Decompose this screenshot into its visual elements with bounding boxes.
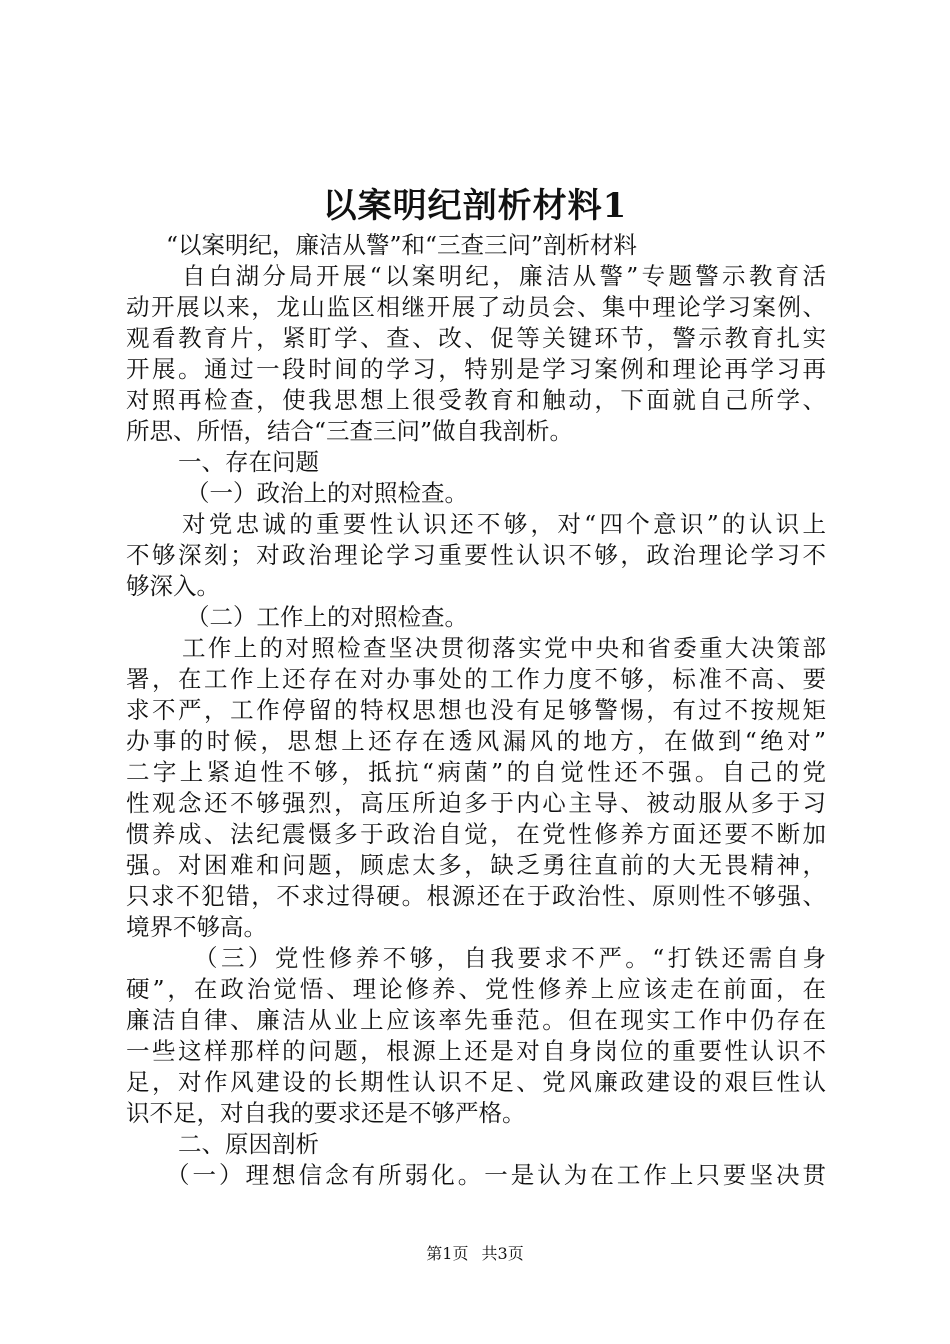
paragraph-line: 观看教育片，紧盯学、查、改、促等关键环节，警示教育扎实	[126, 324, 826, 352]
paragraph-line: 强。对困难和问题，顾虑太多，缺乏勇往直前的大无畏精神，	[126, 851, 826, 879]
paragraph-line: 只求不犯错，不求过得硬。根源还在于政治性、原则性不够强、	[126, 882, 826, 910]
paragraph-line: 对党忠诚的重要性认识还不够，对“四个意识”的认识上	[182, 510, 826, 538]
paragraph-line: 署，在工作上还存在对办事处的工作力度不够，标准不高、要	[126, 665, 826, 693]
page-footer	[0, 1243, 950, 1265]
section-heading: 二、原因剖析	[178, 1130, 319, 1158]
document-title: 以案明纪剖析材料1	[322, 186, 628, 226]
paragraph-line: 足，对作风建设的长期性认识不足、党风廉政建设的艰巨性认	[126, 1068, 826, 1096]
section-heading: 一、存在问题	[178, 448, 319, 476]
paragraph-line: 惯养成、法纪震慑多于政治自觉，在党性修养方面还要不断加	[126, 820, 826, 848]
page-number: 第1页	[426, 1244, 469, 1263]
paragraph-line: 硬”，在政治觉悟、理论修养、党性修养上应该走在前面，在	[126, 975, 826, 1003]
paragraph-line: 识不足，对自我的要求还是不够严格。	[126, 1099, 526, 1127]
subsection-heading: （一）政治上的对照检查。	[186, 479, 468, 507]
paragraph-line: 廉洁自律、廉洁从业上应该率先垂范。但在现实工作中仍存在	[126, 1006, 826, 1034]
paragraph-line: （一）理想信念有所弱化。一是认为在工作上只要坚决贯	[166, 1161, 826, 1189]
paragraph-line: 求不严，工作停留的特权思想也没有足够警惕，有过不按规矩	[126, 696, 826, 724]
subsection-heading: （二）工作上的对照检查。	[186, 603, 468, 631]
paragraph-line: 性观念还不够强烈，高压所迫多于内心主导、被动服从多于习	[126, 789, 826, 817]
paragraph-line: 一些这样那样的问题，根源上还是对自身岗位的重要性认识不	[126, 1037, 826, 1065]
paragraph-line: 工作上的对照检查坚决贯彻落实党中央和省委重大决策部	[182, 634, 826, 662]
paragraph-line: 开展。通过一段时间的学习，特别是学习案例和理论再学习再	[126, 355, 826, 383]
subtitle-line: “以案明纪，廉洁从警”和“三查三问”剖析材料	[166, 231, 638, 259]
paragraph-line: 办事的时候，思想上还存在透风漏风的地方，在做到“绝对”	[126, 727, 826, 755]
paragraph-line: 动开展以来，龙山监区相继开展了动员会、集中理论学习案例、	[126, 293, 826, 321]
paragraph-line: 自白湖分局开展“以案明纪，廉洁从警”专题警示教育活	[182, 262, 826, 290]
document-body	[126, 230, 826, 1191]
paragraph-line: 不够深刻；对政治理论学习重要性认识不够，政治理论学习不	[126, 541, 826, 569]
paragraph-line: 境界不够高。	[126, 913, 267, 941]
page-total: 共3页	[481, 1244, 524, 1263]
paragraph-line: 对照再检查，使我思想上很受教育和触动，下面就自己所学、	[126, 386, 826, 414]
paragraph-line: 所思、所悟，结合“三查三问”做自我剖析。	[126, 417, 574, 445]
paragraph-line: （三）党性修养不够，自我要求不严。“打铁还需自身	[194, 944, 826, 972]
paragraph-line: 二字上紧迫性不够，抵抗“病菌”的自觉性还不强。自己的党	[126, 758, 826, 786]
paragraph-line: 够深入。	[126, 572, 220, 600]
